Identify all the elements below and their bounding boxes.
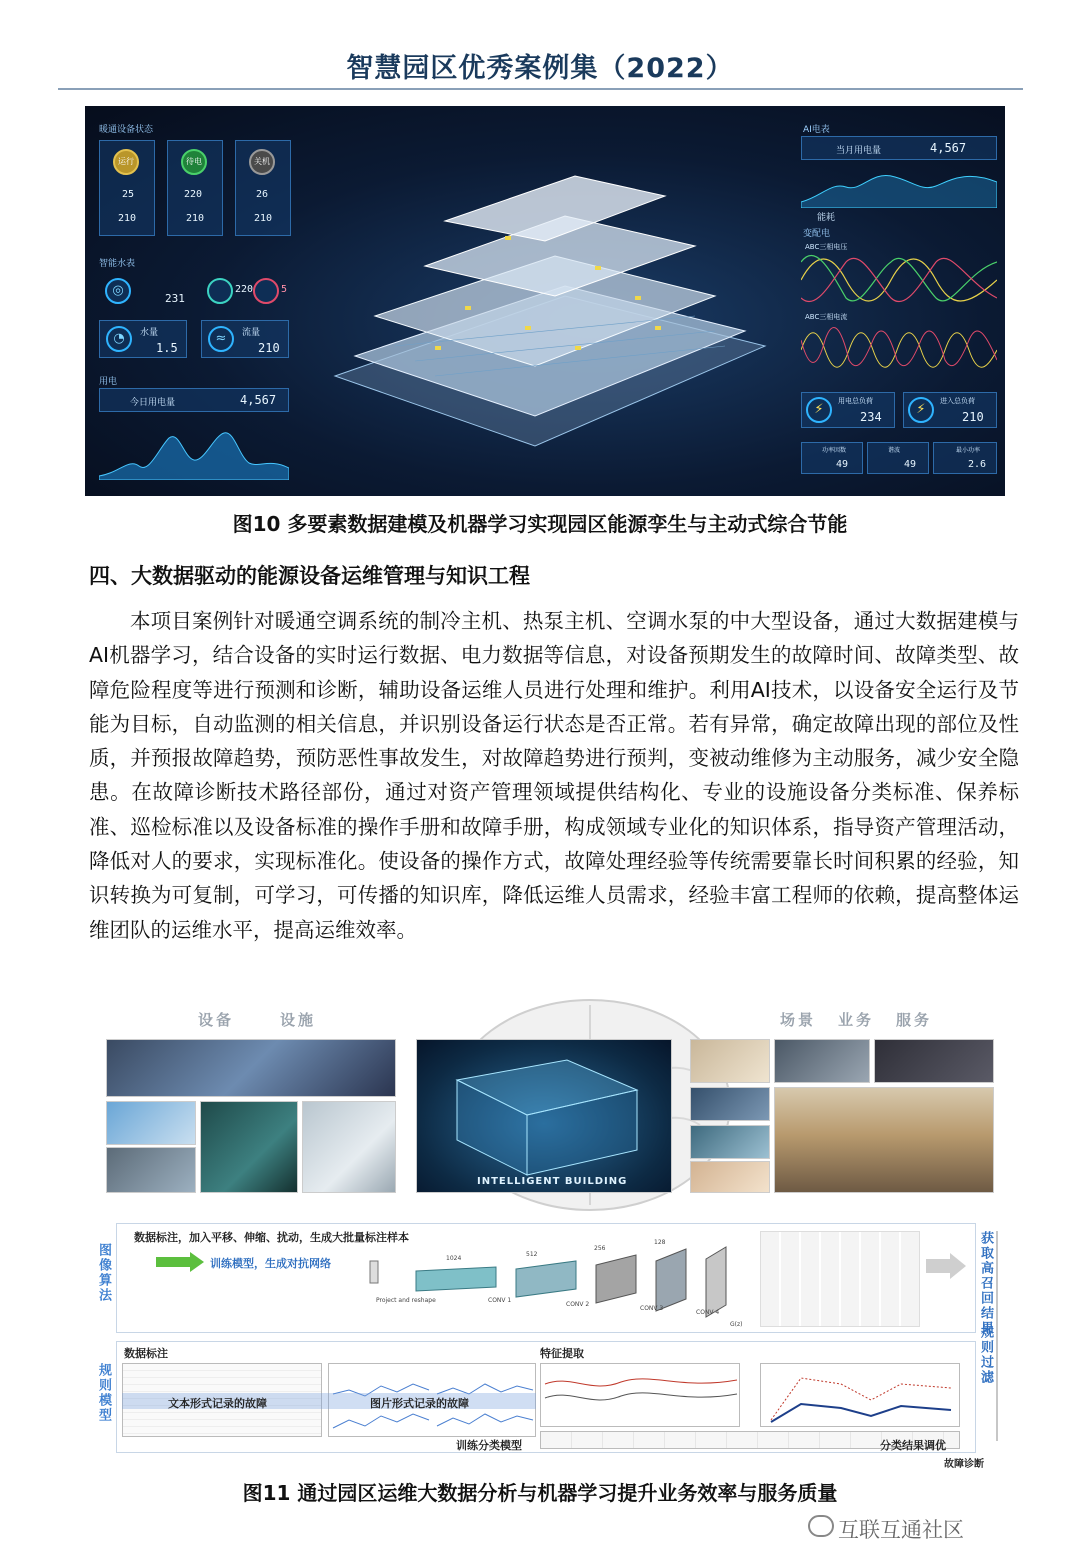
- harmonic-card: [867, 442, 929, 474]
- cnn-size-128: 128: [654, 1239, 666, 1246]
- scene-photo-2: [774, 1039, 870, 1083]
- load-total-label: 用电总负荷: [838, 397, 873, 405]
- gray-arrow-head: [950, 1253, 966, 1279]
- power-today-card: [99, 388, 289, 412]
- hvac-unit-2-val2: 210: [186, 213, 205, 224]
- power-area-chart: [99, 418, 289, 480]
- hvac-off-icon: 关机: [249, 149, 275, 175]
- generated-samples-grid: [760, 1231, 920, 1327]
- power-today-value: 4,567: [240, 393, 277, 407]
- cnn-size-256: 256: [594, 1245, 606, 1252]
- water-flow-label: 流量: [242, 328, 261, 338]
- cnn-label-conv4: CONV 4: [696, 1309, 720, 1316]
- water-gauge-icon: ◎: [105, 278, 131, 304]
- volume-icon: ◔: [106, 326, 132, 352]
- intelligent-building-image: [416, 1039, 672, 1193]
- power-title: 用电: [99, 377, 118, 387]
- hvac-unit-2: [167, 140, 223, 236]
- figure11-diagram: [60, 995, 1020, 1470]
- classify-tune-label: 分类结果调优: [880, 1439, 946, 1452]
- feature-extraction-title: 特征提取: [540, 1347, 584, 1360]
- watermark-text: 互联互通社区: [838, 1518, 964, 1542]
- section-heading: 四、大数据驱动的能源设备运维管理与知识工程: [89, 564, 530, 588]
- substation-title: 变配电: [803, 229, 831, 239]
- cnn-label-conv2: CONV 2: [566, 1301, 590, 1308]
- lightning-icon: ⚡: [806, 397, 832, 423]
- water-small-a: 220: [235, 284, 254, 295]
- flow-icon: ≈: [208, 326, 234, 352]
- scene-photo-3: [690, 1087, 770, 1121]
- scene-photo-4: [690, 1125, 770, 1159]
- water-meter-value: 231: [165, 292, 185, 305]
- water-volume-label: 水量: [140, 328, 159, 338]
- monitor-wall-photo: [874, 1039, 994, 1083]
- scene-photo-1: [690, 1039, 770, 1083]
- load-total-card: [801, 392, 895, 428]
- fault-diagnosis-label: 故障诊断: [944, 1459, 984, 1470]
- water-flow-card: [201, 320, 289, 358]
- equipment-model-photo: [106, 1039, 396, 1097]
- figure11-caption: 图11 通过园区运维大数据分析与机器学习提升业务效率与服务质量: [242, 1481, 838, 1505]
- machine-room-photo: [200, 1101, 298, 1193]
- water-ring-red-icon: [253, 278, 279, 304]
- train-classify-label: 训练分类模型: [456, 1439, 522, 1452]
- ai-meter-title: AI电表: [803, 125, 830, 135]
- gray-arrow-body: [926, 1259, 950, 1273]
- green-arrow-body: [156, 1257, 190, 1267]
- feature-chart-2: [760, 1363, 960, 1427]
- water-volume-card: [99, 320, 187, 358]
- cnn-size-1024: 1024: [446, 1255, 462, 1262]
- text-fault-label: 文本形式记录的故障: [168, 1397, 267, 1410]
- ai-energy-label: 能耗: [817, 213, 836, 223]
- water-ring-icon: [207, 278, 233, 304]
- abc-current-waves: [801, 322, 997, 378]
- hvac-unit-3: [235, 140, 291, 236]
- water-meter-title: 智能水表: [99, 259, 136, 269]
- building-wireframe: [417, 1040, 673, 1194]
- train-gan-text: 训练模型，生成对抗网络: [210, 1257, 331, 1270]
- min-power-value: 2.6: [968, 459, 987, 470]
- load-in-card: [903, 392, 997, 428]
- cnn-label-project: Project and reshape: [376, 1297, 436, 1304]
- label-facility: 设施: [280, 1011, 317, 1029]
- harmonic-value: 49: [904, 459, 917, 470]
- green-arrow-head: [190, 1252, 204, 1272]
- hvac-status-title: 暖通设备状态: [99, 125, 154, 135]
- water-small-b: 5: [281, 284, 288, 295]
- hvac-unit-1: [99, 140, 155, 236]
- lecture-hall-photo: [774, 1087, 994, 1193]
- image-fault-label: 图片形式记录的故障: [370, 1397, 469, 1410]
- hvac-unit-2-val1: 220: [184, 189, 203, 200]
- rule-model-label: 规则模型: [96, 1363, 111, 1423]
- feature-lines-1: [541, 1364, 741, 1428]
- intelligent-building-label: INTELLIGENT BUILDING: [477, 1176, 628, 1187]
- feature-chart-1: [540, 1363, 740, 1427]
- hvac-unit-1-val1: 25: [122, 189, 135, 200]
- harmonic-label: 谐波: [888, 447, 901, 454]
- load-in-label: 进入总负荷: [940, 397, 975, 405]
- image-algorithm-label: 图像算法: [96, 1243, 111, 1303]
- hvac-unit-3-val1: 26: [256, 189, 269, 200]
- abc-current-label: ABC三相电流: [805, 313, 848, 321]
- hvac-run-icon: 运行: [113, 149, 139, 175]
- water-flow-value: 210: [258, 341, 280, 355]
- scene-photo-5: [690, 1161, 770, 1193]
- ai-month-value: 4,567: [930, 141, 967, 155]
- cnn-size-512: 512: [526, 1251, 538, 1258]
- figure10-dashboard: [85, 106, 1005, 496]
- pipe-room-photo: [106, 1147, 196, 1193]
- power-factor-value: 49: [836, 459, 849, 470]
- feature-lines-2: [761, 1364, 961, 1428]
- load-total-value: 234: [860, 410, 882, 424]
- annotation-step-text: 数据标注，加入平移、伸缩、扰动，生成大批量标注样本: [134, 1231, 409, 1244]
- min-power-card: [933, 442, 997, 474]
- load-in-value: 210: [962, 410, 984, 424]
- isometric-building-model: [315, 146, 775, 476]
- worker-photo: [106, 1101, 196, 1145]
- lightning-icon-2: ⚡: [908, 397, 934, 423]
- label-business: 业务: [838, 1011, 875, 1029]
- ai-month-card: [801, 136, 997, 160]
- switchgear-photo: [302, 1101, 396, 1193]
- data-annotation-title: 数据标注: [124, 1347, 168, 1360]
- cnn-label-conv3: CONV 3: [640, 1305, 664, 1312]
- right-flow-line: [996, 1231, 998, 1441]
- power-factor-card: [801, 442, 863, 474]
- high-recall-label: 获取高召回结果: [978, 1231, 993, 1336]
- ai-meter-chart: [801, 162, 997, 208]
- figure10-caption: 图10 多要素数据建模及机器学习实现园区能源孪生与主动式综合节能: [232, 512, 848, 536]
- water-volume-value: 1.5: [156, 341, 178, 355]
- hvac-unit-1-val2: 210: [118, 213, 137, 224]
- hvac-unit-3-val2: 210: [254, 213, 273, 224]
- page-header-title: 智慧园区优秀案例集（2022）: [346, 53, 734, 84]
- cnn-label-conv1: CONV 1: [488, 1297, 512, 1304]
- abc-voltage-waves: [801, 252, 997, 308]
- hvac-standby-icon: 待电: [181, 149, 207, 175]
- header-divider: [58, 88, 1023, 90]
- label-service: 服务: [896, 1011, 933, 1029]
- power-factor-label: 功率因数: [822, 447, 847, 454]
- ai-month-label: 当月用电量: [836, 146, 882, 156]
- label-scene: 场景: [780, 1011, 817, 1029]
- cnn-label-gz: G(z): [730, 1321, 743, 1328]
- wechat-icon: [808, 1515, 834, 1537]
- rule-filter-label: 规则过滤: [978, 1325, 993, 1385]
- label-equipment: 设备: [198, 1011, 235, 1029]
- section-paragraph: 本项目案例针对暖通空调系统的制冷主机、热泵主机、空调水泵的中大型设备，通过大数据建模与AI机器学习，结合设备的实时运行数据、电力数据等信息，对设备预期发生的故障时间、故障类型、故障危险程度等进行预测和诊断，辅助设备运维人员进行处理和维护。利用AI技术，以设备安全运行及节能为目标，自动监测的相关信息，并识别设备运行状态是否正常。若有异常，确定故障出现的部位及性质，并预报故障趋势，预防恶性事故发生，对故障趋势进行预判，变被动维修为主动服务，减少安全隐患。在故障诊断技术路径部份，通过对资产管理领域提供结构化、专业的设施设备分类标准、保养标准、巡检标准以及设备标准的操作手册和故障手册，构成领域专业化的知识体系，指导资产管理活动，降低对人的要求，实现标准化。使设备的操作方式，故障处理经验等传统需要靠长时间积累的经验，知识转换为可复制，可学习，可传播的知识库，降低运维人员需求，经验丰富工程师的依赖，提高整体运维团队的运维水平，提高运维效率。: [89, 609, 1019, 942]
- power-today-label: 今日用电量: [130, 398, 176, 408]
- min-power-label: 最小功率: [956, 447, 981, 454]
- abc-voltage-label: ABC三相电压: [805, 243, 848, 251]
